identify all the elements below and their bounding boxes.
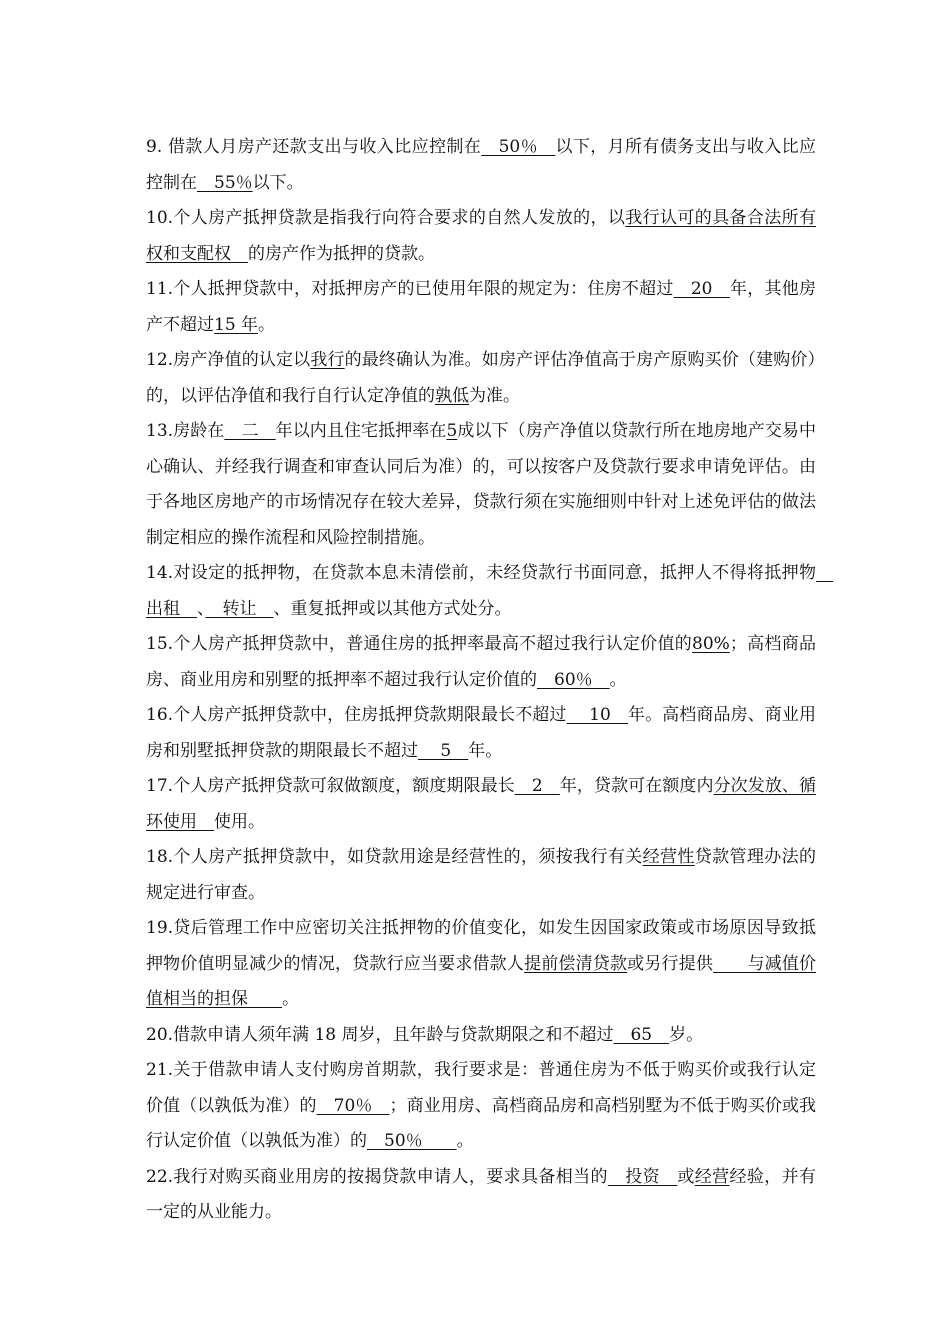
answer-blank: 10 <box>566 705 628 725</box>
question-text: 或 <box>677 1166 695 1187</box>
answer-blank: 经营性 <box>642 847 695 867</box>
answer-blank: 5 <box>418 740 469 761</box>
question-text: 成以下（房产净值以贷款行所在地房地产交易中心确认、并经我行调查和审查认同后为准）的，可以按客户及贷款行要求申请免评估。由于各地区房地产的市场情况存在较大差异，贷款行须在实施细则中针对上述免评估的做法制定相应的操作流程和风险控制措施。 <box>146 421 817 548</box>
answer-blank: 15 年 <box>214 314 259 335</box>
question-text: 的房产作为抵押的贷款。 <box>248 243 435 264</box>
answer-blank: 55％ <box>197 172 253 193</box>
answer-blank: 转让 <box>205 598 274 619</box>
question-text: 15.个人房产抵押贷款中，普通住房的抵押率最高不超过我行认定价值的 <box>146 634 693 654</box>
question-text: 。 <box>282 989 299 1009</box>
question-text: 贷款管理办法的规定进行审查。 <box>146 847 816 903</box>
question-item <box>146 343 816 414</box>
question-item <box>146 840 816 911</box>
question-item <box>146 1053 816 1160</box>
question-text: 18.个人房产抵押贷款中，如贷款用途是经营性的，须按我行有关 <box>146 847 643 867</box>
question-text: 使用。 <box>214 811 265 832</box>
question-item <box>146 414 816 556</box>
question-text: 以下，月所有债务支出与收入比应控制在 <box>146 137 817 193</box>
answer-blank: 60％ <box>537 669 610 690</box>
question-item <box>146 201 816 272</box>
document-page <box>146 130 833 1231</box>
answer-blank: 我行 <box>310 350 345 370</box>
question-text: 以下。 <box>252 172 304 193</box>
question-text: 13.房龄在 <box>146 421 225 441</box>
question-text: 21.关于借款申请人支付购房首期款，我行要求是：普通住房为不低于购买价或我行认定价值（以孰低为准）的 <box>146 1060 816 1116</box>
answer-blank: 孰低 <box>435 385 469 406</box>
question-text: 、重复抵押或以其他方式处分。 <box>273 598 512 619</box>
question-item <box>146 272 816 343</box>
answer-blank: 2 <box>514 776 560 796</box>
answer-blank: 二 <box>224 421 276 441</box>
question-text: 16.个人房产抵押贷款中，住房抵押贷款期限最长不超过 <box>146 705 567 725</box>
question-item <box>146 1018 816 1054</box>
question-text: ；高档商品房、商业用房和别墅的抵押率不超过我行认定价值的 <box>146 634 816 690</box>
question-text: 10.个人房产抵押贷款是指我行向符合要求的自然人发放的，以 <box>146 208 626 228</box>
answer-blank: 与减值价值相当的担保 <box>146 953 817 1009</box>
question-text: ；商业用房、高档商品房和高档别墅为不低于购买价或我行认定价值（以孰低为准）的 <box>146 1095 817 1151</box>
question-text: 岁。 <box>669 1024 704 1045</box>
question-text: 12.房产净值的认定以 <box>146 350 311 370</box>
question-text: 年，其他房产不超过 <box>146 279 816 335</box>
question-item <box>146 769 816 840</box>
question-text: 14.对设定的抵押物，在贷款本息未清偿前，未经贷款行书面同意，抵押人不得将抵押物 <box>146 563 816 583</box>
answer-blank: 经营 <box>694 1166 730 1187</box>
question-item <box>146 911 816 1018</box>
question-text: 19.贷后管理工作中应密切关注抵押物的价值变化，如发生因国家政策或市场原因导致抵押物价值明显减少的情况，贷款行应当要求借款人 <box>146 918 816 974</box>
answer-blank: 分次发放、循环使用 <box>146 776 817 832</box>
question-text: 年。高档商品房、商业用房和别墅抵押贷款的期限最长不超过 <box>146 705 816 761</box>
question-text: 9. 借款人月房产还款支出与收入比应控制在 <box>146 137 482 157</box>
question-text: 年。 <box>468 740 503 761</box>
question-text: 11.个人抵押贷款中，对抵押房产的已使用年限的规定为：住房不超过 <box>146 279 674 299</box>
question-text: 或另行提供 <box>627 953 714 974</box>
question-text: 。 <box>456 1131 474 1151</box>
question-text: 20.借款申请人须年满 18 周岁，且年龄与贷款期限之和不超过 <box>146 1024 614 1045</box>
answer-blank: 70％ <box>316 1095 390 1116</box>
question-item <box>146 130 816 201</box>
answer-blank: 出租 <box>146 563 833 619</box>
answer-blank: 我行认可的具备合法所有权和支配权 <box>146 208 816 264</box>
answer-blank: 80% <box>692 634 730 654</box>
question-item <box>146 698 816 769</box>
question-item <box>146 556 833 627</box>
question-text: 、 <box>197 598 206 619</box>
question-text: 经验，并有一定的从业能力。 <box>146 1166 817 1222</box>
question-text: 17.个人房产抵押贷款可叙做额度，额度期限最长 <box>146 776 515 796</box>
answer-blank: 投资 <box>607 1166 678 1187</box>
answer-blank: 提前偿清贷款 <box>524 953 628 974</box>
question-text: 的最终确认为准。如房产评估净值高于房产原购买价（建购价）的，以评估净值和我行自行认定净值的 <box>146 350 816 406</box>
question-text: 22.我行对购买商业用房的按揭贷款申请人，要求具备相当的 <box>146 1166 608 1187</box>
question-text: 。 <box>609 669 627 690</box>
answer-blank: 20 <box>673 279 730 299</box>
answer-blank: 65 <box>613 1024 670 1045</box>
question-item <box>146 627 816 698</box>
question-text: 。 <box>258 314 276 335</box>
question-item <box>146 1160 816 1231</box>
answer-blank: 5 <box>446 421 458 441</box>
answer-blank: 50％ <box>481 137 556 157</box>
question-text: 年以内且住宅抵押率在 <box>275 421 447 441</box>
question-text: 为准。 <box>469 385 520 406</box>
answer-blank: 50％ <box>367 1131 457 1151</box>
question-text: 年，贷款可在额度内 <box>559 776 714 796</box>
